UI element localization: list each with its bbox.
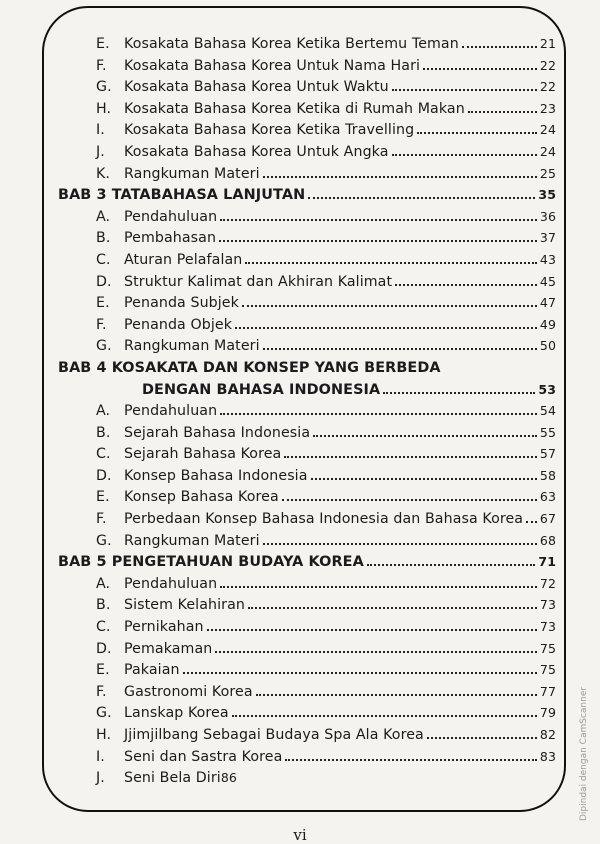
toc-entry-page: 23 (539, 100, 556, 116)
toc-entry-letter: I. (96, 122, 105, 139)
toc-entry-title: Sejarah Bahasa Indonesia (124, 424, 311, 441)
toc-entry-page: 55 (539, 424, 556, 440)
toc-entry-title: Rangkuman Materi (124, 532, 260, 549)
leader-dots (248, 607, 537, 609)
toc-entry-title: Kosakata Bahasa Korea Ketika Travelling (124, 122, 415, 139)
toc-chapter-page: 53 (538, 381, 556, 397)
toc-entry-letter: D. (96, 640, 112, 657)
leader-dots (256, 694, 537, 696)
toc-entry-letter: J. (96, 143, 105, 160)
toc-chapter-page: 35 (538, 187, 556, 203)
toc-entry-title: Kosakata Bahasa Korea Untuk Nama Hari (124, 57, 421, 74)
toc-entry[interactable] (58, 468, 556, 490)
leader-dots (245, 262, 537, 264)
toc-entry-title: Sistem Kelahiran (124, 597, 245, 614)
toc-entry-letter: C. (96, 251, 111, 268)
toc-entry-letter: E. (96, 489, 110, 506)
leader-dots (311, 478, 537, 480)
toc-entry[interactable] (58, 252, 556, 274)
toc-entry-page: 67 (539, 511, 556, 527)
toc-entry-page: 68 (539, 532, 556, 548)
toc-chapter-bab-4-continued[interactable] (58, 382, 556, 404)
toc-entry[interactable] (58, 597, 556, 619)
toc-entry[interactable] (58, 641, 556, 663)
toc-entry-page: 77 (539, 683, 556, 699)
leader-dots (392, 154, 537, 156)
toc-entry-title: Pendahuluan (124, 575, 218, 592)
scanner-watermark: Dipindai dengan CamScanner (579, 686, 589, 821)
toc-entry-page: 47 (539, 295, 556, 311)
leader-dots (367, 564, 536, 566)
toc-chapter-page: 71 (538, 554, 556, 570)
toc-entry-letter: C. (96, 446, 111, 463)
toc-entry-letter: J. (96, 770, 105, 787)
leader-dots (263, 176, 537, 178)
toc-entry-title: Seni dan Sastra Korea (124, 748, 283, 765)
toc-entry-title: Kosakata Bahasa Korea Ketika Bertemu Teman (124, 36, 459, 52)
toc-entry[interactable] (58, 122, 556, 144)
page-number: vi (293, 826, 307, 844)
toc-entry-page: 75 (539, 662, 556, 678)
toc-entry-page: 49 (539, 316, 556, 332)
toc-entry-letter: G. (96, 532, 112, 549)
toc-entry[interactable] (58, 144, 556, 166)
toc-entry-page: 22 (539, 57, 556, 73)
toc-entry-title: Struktur Kalimat dan Akhiran Kalimat (124, 273, 393, 290)
toc-entry-page: 21 (539, 36, 556, 51)
toc-entry-page: 24 (539, 143, 556, 159)
toc-entry[interactable] (58, 209, 556, 231)
toc-entry-page: 54 (539, 403, 556, 419)
toc-entry[interactable] (58, 446, 556, 468)
toc-entry-title: Seni Bela Diri (124, 770, 221, 787)
toc-entry-title: Pakaian (124, 662, 180, 679)
toc-entry-letter: C. (96, 619, 111, 636)
toc-entry-page: 73 (539, 597, 556, 613)
leader-dots (183, 672, 537, 674)
toc-entry-page: 63 (539, 489, 556, 505)
toc-entry-letter: E. (96, 36, 110, 52)
toc-entry-page: 36 (539, 208, 556, 224)
toc-chapter-bab-4[interactable] (58, 360, 556, 382)
toc-entry-title: Gastronomi Korea (124, 683, 253, 700)
toc-entry-title: Pemakaman (124, 640, 213, 657)
toc-entry[interactable] (58, 317, 556, 339)
toc-entry[interactable] (58, 727, 556, 749)
leader-dots (220, 586, 537, 588)
toc-entry[interactable] (58, 166, 556, 188)
toc-entry-page: 25 (539, 165, 556, 181)
toc-entry-letter: D. (96, 467, 112, 484)
toc-entry-page: 75 (539, 640, 556, 656)
toc-entry[interactable] (58, 684, 556, 706)
toc-entry-letter: G. (96, 338, 112, 355)
toc-entry-letter: H. (96, 100, 112, 117)
toc-entry-letter: K. (96, 165, 111, 182)
toc-entry-letter: B. (96, 597, 111, 614)
toc-entry-letter: I. (96, 748, 105, 765)
leader-dots (232, 715, 537, 717)
toc-entry-letter: B. (96, 230, 111, 247)
toc-entry-letter: A. (96, 575, 111, 592)
toc-entry[interactable] (58, 576, 556, 598)
toc-entry-title: Penanda Objek (124, 316, 233, 333)
leader-dots (468, 111, 537, 113)
leader-dots (417, 132, 537, 134)
leader-dots (235, 327, 537, 329)
toc-entry-title: Kosakata Bahasa Korea Ketika di Rumah Makan (124, 100, 465, 117)
toc-entry[interactable] (58, 403, 556, 425)
toc-entry-title: Pernikahan (124, 619, 204, 636)
toc-entry-page: 24 (539, 122, 556, 138)
leader-dots (219, 240, 537, 242)
toc-entry-title: Penanda Subjek (124, 295, 239, 312)
toc-entry[interactable] (58, 58, 556, 80)
toc-entry-letter: H. (96, 727, 112, 743)
toc-entry[interactable] (58, 101, 556, 123)
toc-entry-title: Pendahuluan (124, 208, 218, 225)
toc-entry[interactable] (58, 533, 556, 555)
leader-dots (383, 392, 535, 394)
leader-dots (242, 305, 537, 307)
toc-entry-page: 86 (220, 770, 237, 786)
toc-entry[interactable] (58, 511, 556, 533)
toc-entry-title: Pendahuluan (124, 403, 218, 420)
toc-entry[interactable] (58, 36, 556, 58)
toc-entry-page: 43 (539, 251, 556, 267)
toc-entry[interactable] (58, 662, 556, 684)
toc-entry[interactable] (58, 705, 556, 727)
leader-dots (308, 197, 535, 199)
toc-entry[interactable] (58, 489, 556, 511)
toc-entry-title: Sejarah Bahasa Korea (124, 446, 282, 463)
toc-entry-title: Rangkuman Materi (124, 338, 260, 355)
toc-entry-page: 37 (539, 230, 556, 246)
toc-entry-letter: A. (96, 208, 111, 225)
toc-entry-page: 22 (539, 79, 556, 95)
leader-dots (220, 413, 537, 415)
toc-entry-letter: E. (96, 295, 110, 312)
leader-dots (263, 543, 537, 545)
leader-dots (313, 435, 537, 437)
toc-entry-letter: F. (96, 511, 107, 528)
toc-entry-letter: F. (96, 57, 107, 74)
toc-entry-letter: G. (96, 79, 112, 96)
toc-entry-title: Jjimjilbang Sebagai Budaya Spa Ala Korea (124, 727, 424, 743)
toc-entry-letter: F. (96, 316, 107, 333)
leader-dots (207, 629, 537, 631)
toc-entry-title: Konsep Bahasa Korea (124, 489, 279, 506)
leader-dots (526, 521, 537, 523)
toc-entry[interactable] (58, 79, 556, 101)
toc-entry-page: 82 (539, 727, 556, 742)
leader-dots (392, 89, 537, 91)
leader-dots (427, 737, 537, 739)
table-of-contents (58, 36, 556, 792)
toc-entry-title: Perbedaan Konsep Bahasa Indonesia dan Bahasa Korea (124, 511, 524, 528)
toc-entry-letter: B. (96, 424, 111, 441)
toc-entry-letter: D. (96, 273, 112, 290)
toc-entry-title: Aturan Pelafalan (124, 251, 243, 268)
toc-entry-letter: E. (96, 662, 110, 679)
toc-entry-letter: F. (96, 683, 107, 700)
toc-entry-page: 45 (539, 273, 556, 289)
toc-chapter-bab-5[interactable] (58, 554, 556, 576)
toc-chapter-title: BAB 3 TATABAHASA LANJUTAN (58, 187, 306, 204)
leader-dots (285, 759, 537, 761)
toc-entry-letter: A. (96, 403, 111, 420)
toc-entry[interactable] (58, 295, 556, 317)
toc-entry-title: Lanskap Korea (124, 705, 229, 722)
leader-dots (215, 651, 537, 653)
toc-entry[interactable] (58, 749, 556, 771)
toc-entry-title: Konsep Bahasa Indonesia (124, 467, 308, 484)
toc-entry[interactable] (58, 619, 556, 641)
toc-chapter-title: BAB 5 PENGETAHUAN BUDAYA KOREA (58, 554, 364, 571)
toc-entry[interactable] (58, 230, 556, 252)
toc-chapter-bab-3[interactable] (58, 187, 556, 209)
toc-entry-title: Kosakata Bahasa Korea Untuk Angka (124, 143, 389, 160)
toc-chapter-title-continued: DENGAN BAHASA INDONESIA (142, 381, 381, 398)
leader-dots (284, 456, 537, 458)
toc-entry-page: 72 (539, 575, 556, 591)
toc-entry-page: 83 (539, 748, 556, 764)
toc-entry-page: 79 (539, 705, 556, 721)
toc-entry-title: Kosakata Bahasa Korea Untuk Waktu (124, 79, 389, 96)
toc-entry-page: 58 (539, 467, 556, 483)
toc-entry[interactable] (58, 770, 556, 792)
toc-entry[interactable] (58, 425, 556, 447)
leader-dots (282, 499, 537, 501)
toc-entry[interactable] (58, 274, 556, 296)
toc-entry-letter: G. (96, 705, 112, 722)
leader-dots (423, 68, 537, 70)
leader-dots (462, 46, 537, 48)
leader-dots (395, 284, 537, 286)
toc-entry-page: 50 (539, 338, 556, 354)
toc-entry-page: 57 (539, 446, 556, 462)
toc-chapter-title: BAB 4 KOSAKATA DAN KONSEP YANG BERBEDA (58, 359, 441, 376)
leader-dots (220, 219, 537, 221)
leader-dots (263, 348, 537, 350)
toc-entry-title: Pembahasan (124, 230, 217, 247)
toc-entry-page: 73 (539, 619, 556, 635)
toc-entry[interactable] (58, 338, 556, 360)
toc-entry-title: Rangkuman Materi (124, 165, 260, 182)
